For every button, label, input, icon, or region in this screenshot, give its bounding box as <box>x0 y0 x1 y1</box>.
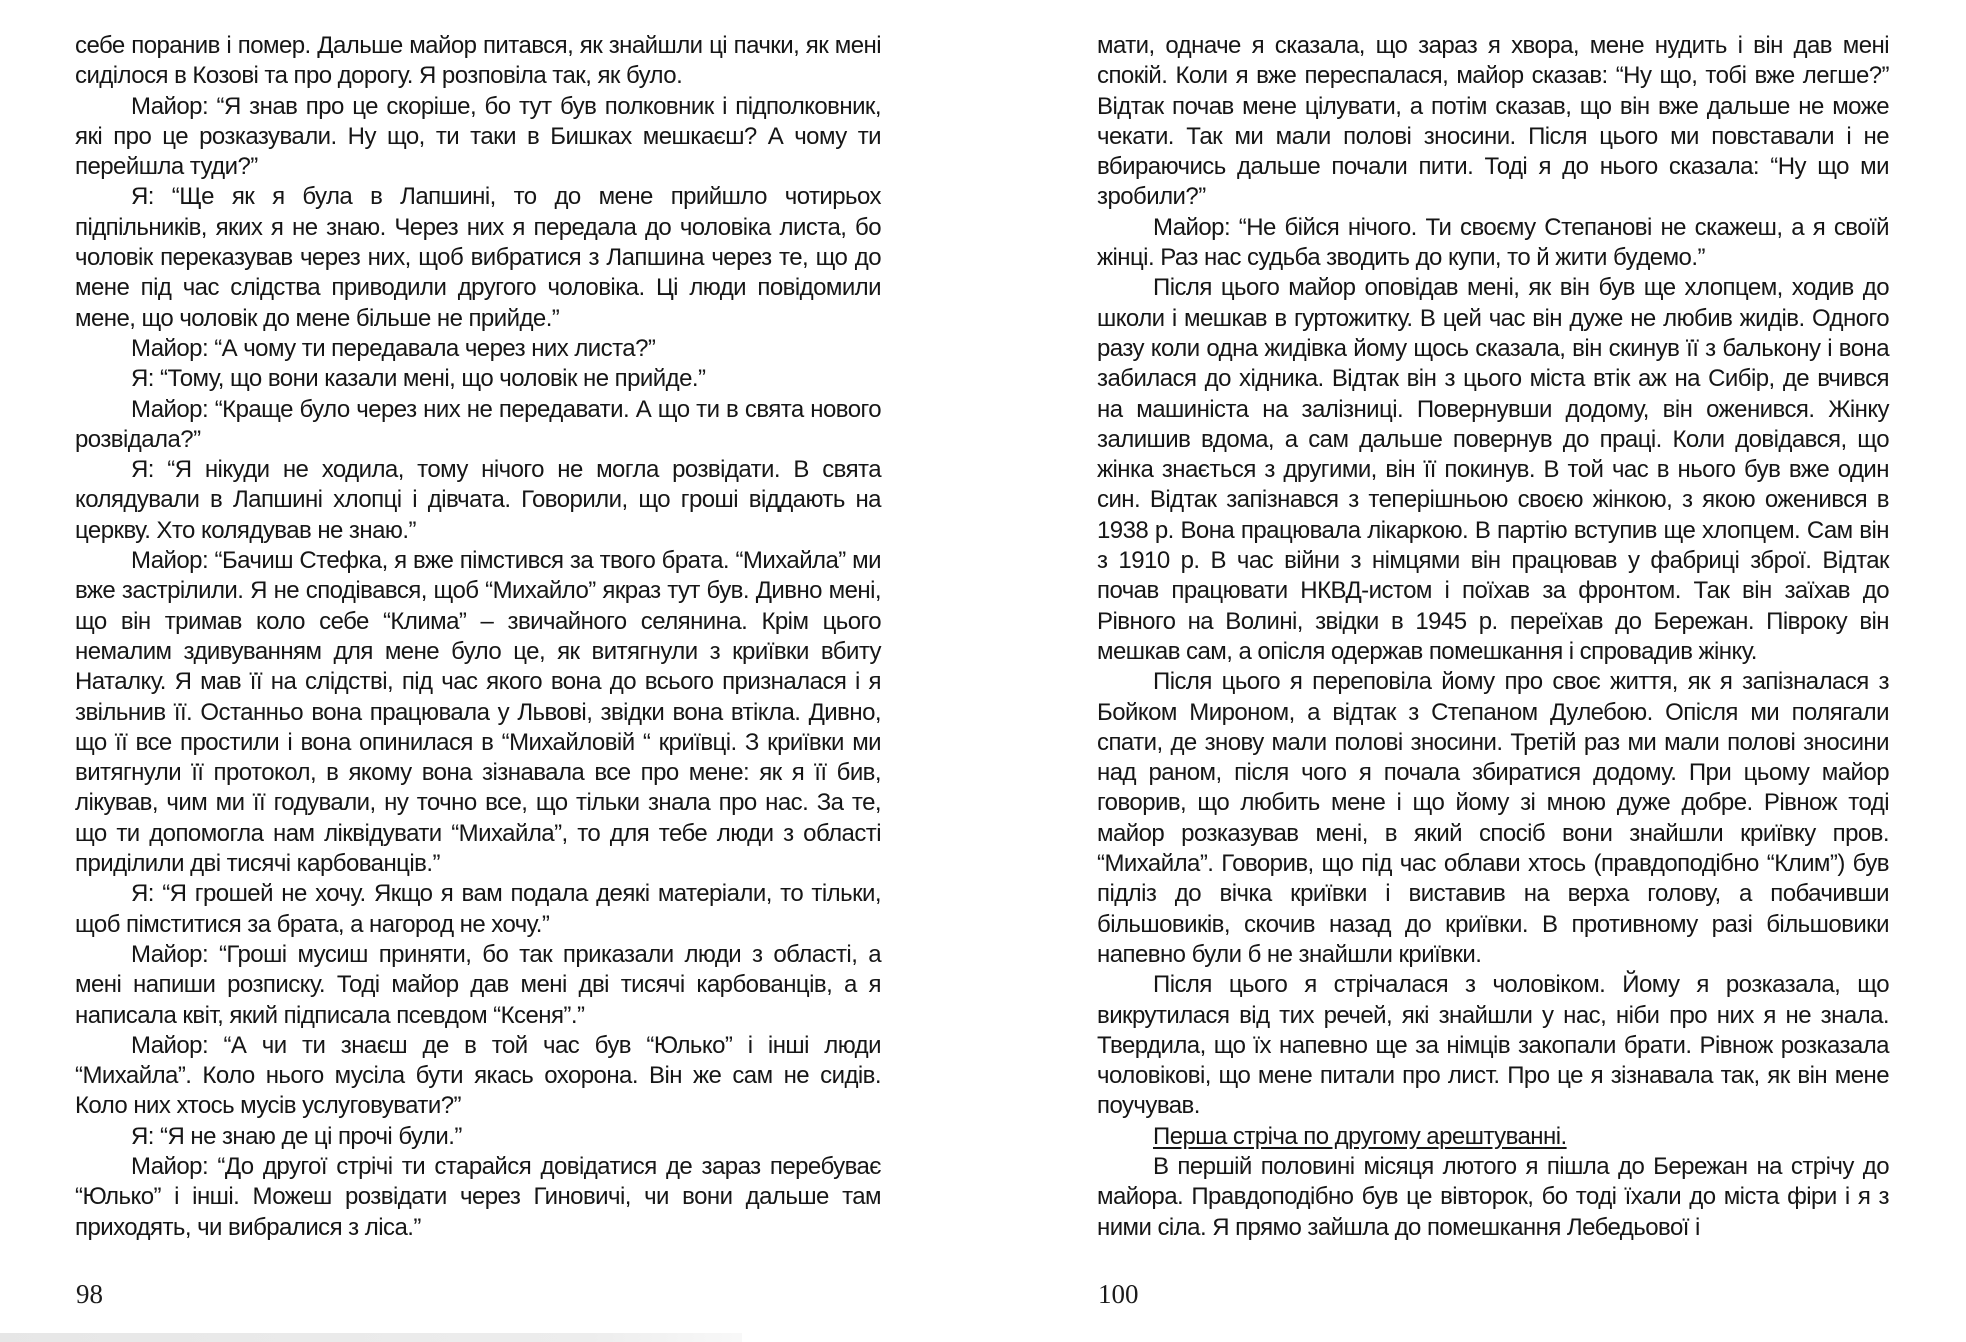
paragraph: Після цього майор оповідав мені, як він був ще хлопцем, ходив до школи і мешкав в гуртожитку. В цей час він дуже не любив жидів. Одного разу коли одна жидівка йому щось сказала, він скинув її з балькону і вона забилася до хідника. Відтак він з цього міста втік аж на Сибір, де вчився на машиніста на залізниці. Повернувши додому, він оженився. Жінку залишив вдома, а сам дальше повернув до праці. Коли довідався, що жінка знається з другими, він її покинув. В той час в нього був вже один син. Відтак запізнався з теперішньою своєю жінкою, з якою оженився в 1938 р. Вона працювала лікаркою. В партію вступив ще хлопцем. Сам він з 1910 р. В час війни з німцями він працював у фабриці зброї. Відтак почав працювати НКВД-истом і поїхав за фронтом. Так він заїхав до Рівного на Волині, звідки в 1945 р. переїхав до Бережан. Півроку він мешкав сам, а опісля одержав помешкання і спровадив жінку. <box>1097 274 1889 665</box>
paragraph: Я: “Тому, що вони казали мені, що чоловік не прийде.” <box>131 365 706 393</box>
paragraph: Після цього я переповіла йому про своє життя, як я запізналася з Бойком Мироном, а відтак з Степаном Дулебою. Опісля ми полягали спати, де знову мали полові зносини. Третій раз ми мали полові зносини над раном, після чого я почала збиратися додому. При цьому майор говорив, що любить мене і що йому зі мною дуже добре. Рівнож тоді майор розказував мені, в який спосіб вони знайшли криївку пров. “Михайла”. Говорив, що під час облави хтось (правдоподібно “Клим”) був підліз до вічка криївки і виставив на верха голову, а побачивши більшовиків, скочив назад до криївки. В противному разі більшовики напевно були б не знайшли криївки. <box>1097 668 1889 968</box>
paragraph: себе поранив і помер. Дальше майор питався, як знайшли ці пачки, як мені сиділося в Козові та про дорогу. Я розповіла так, як було. <box>75 32 881 90</box>
paragraph: Після цього я стрічалася з чоловіком. Йому я розказала, що викрутилася від тих речей, які знайшли у нас, ніби про них я не знала. Твердила, що їх напевно ще за німців закопали брати. Рівнож розказала чоловікові, що мене питали про лист. Про це я зізнавала так, як він мене поучував. <box>1097 971 1889 1120</box>
page-number: 100 <box>1098 1279 1139 1309</box>
page-right <box>1097 31 1889 1311</box>
paragraph: Майор: “Я знав про це скоріше, бо тут був полковник і підполковник, які про це розказували. Ну що, ти таки в Бишках мешкаєш? А чому ти перейшла туди?” <box>75 92 881 181</box>
paragraph: Майор: “До другої стрічі ти старайся довідатися де зараз перебуває “Юлько” і інші. Можеш розвідати через Гиновичі, чи вони дальше там приходять, чи вибралися з ліса.” <box>75 1152 881 1241</box>
page-left <box>75 31 881 1311</box>
paragraph: Майор: “Не бійся нічого. Ти своєму Степанові не скажеш, а я своїй жінці. Раз нас судьба зводить до купи, то й жити будемо.” <box>1097 213 1889 272</box>
paragraph: Майор: “Бачиш Стефка, я вже пімстився за твого брата. “Михайла” ми вже застрілили. Я не сподівався, щоб “Михайло” якраз тут був. Дивно мені, що він тримав коло себе “Клима” – звичайного селянина. Крім цього немалим здивуванням для мене було це, як витягнули з криївки вбиту Наталку. Я мав її на слідстві, під час якого вона до всього призналася і я звільнив її. Останньо вона працювала у Львові, звідки вона втікла. Дивно, що її все простили і вона опинилася в “Михайловій “ криївці. З криївки ми витягнули її протокол, в якому вона зізнавала все про мене: як я її бив, лікував, чим ми її годували, ну точно все, що тільки знала про нас. За те, що ти допомогла нам ліквідувати “Михайла”, то для тебе люди з області приділили дві тисячі карбованців.” <box>75 547 881 878</box>
paragraph: мати, одначе я сказала, що зараз я хвора, мене нудить і він дав мені спокій. Коли я вже переспалася, майор сказав: “Ну що, тобі вже легше?” Відтак почав мене цілувати, а потім сказав, що він вже дальше не може чекати. Так ми мали полові зносини. Після цього ми повставали і не вбираючись дальше почали пити. Тоді я до нього сказала: “Ну що ми зробили?” <box>1097 32 1889 211</box>
paragraph: Майор: “А чому ти передавала через них листа?” <box>131 334 656 362</box>
paragraph: Майор: “Гроші мусиш приняти, бо так приказали люди з області, а мені напиши розписку. Тоді майор дав мені дві тисячі карбованців, а я написала квіт, який підписала псевдом “Ксеня”.” <box>75 940 881 1029</box>
paragraph: В першій половині місяця лютого я пішла до Бережан на стрічу до майора. Правдоподібно був це вівторок, бо тоді їхали до міста фіри і я з ними сіла. Я прямо зайшла до помешкання Лебедьової і <box>1097 1152 1889 1241</box>
page-number: 98 <box>76 1279 103 1309</box>
paragraph: Майор: “А чи ти знаєш де в той час був “Юлько” і інші люди “Михайла”. Коло нього мусіла бути якась охорона. Він же сам не сидів. Коло них хтось мусів услуговувати?” <box>75 1031 881 1120</box>
scan-edge-artifact <box>0 1333 742 1342</box>
paragraph: Майор: “Краще було через них не передавати. А що ти в свята нового розвідала?” <box>75 395 881 453</box>
section-heading: Перша стріча по другому арештуванні. <box>1153 1122 1567 1150</box>
paragraph: Я: “Ще як я була в Лапшині, то до мене прийшло чотирьох підпільників, яких я не знаю. Через них я передала до чоловіка листа, бо чоловік переказував через них, щоб вибратися з Лапшина через те, що до мене під час слідства приводили другого чоловіка. Ці люди повідомили мене, що чоловік до мене більше не прийде.” <box>75 183 881 332</box>
paragraph: Я: “Я не знаю де ці прочі були.” <box>131 1122 462 1150</box>
paragraph: Я: “Я грошей не хочу. Якщо я вам подала деякі матеріали, то тільки, щоб пімститися за брата, а нагород не хочу.” <box>75 880 881 938</box>
paragraph: Я: “Я нікуди не ходила, тому нічого не могла розвідати. В свята колядували в Лапшині хлопці і дівчата. Говорили, що гроші віддають на церкву. Хто колядував не знаю.” <box>75 456 881 544</box>
